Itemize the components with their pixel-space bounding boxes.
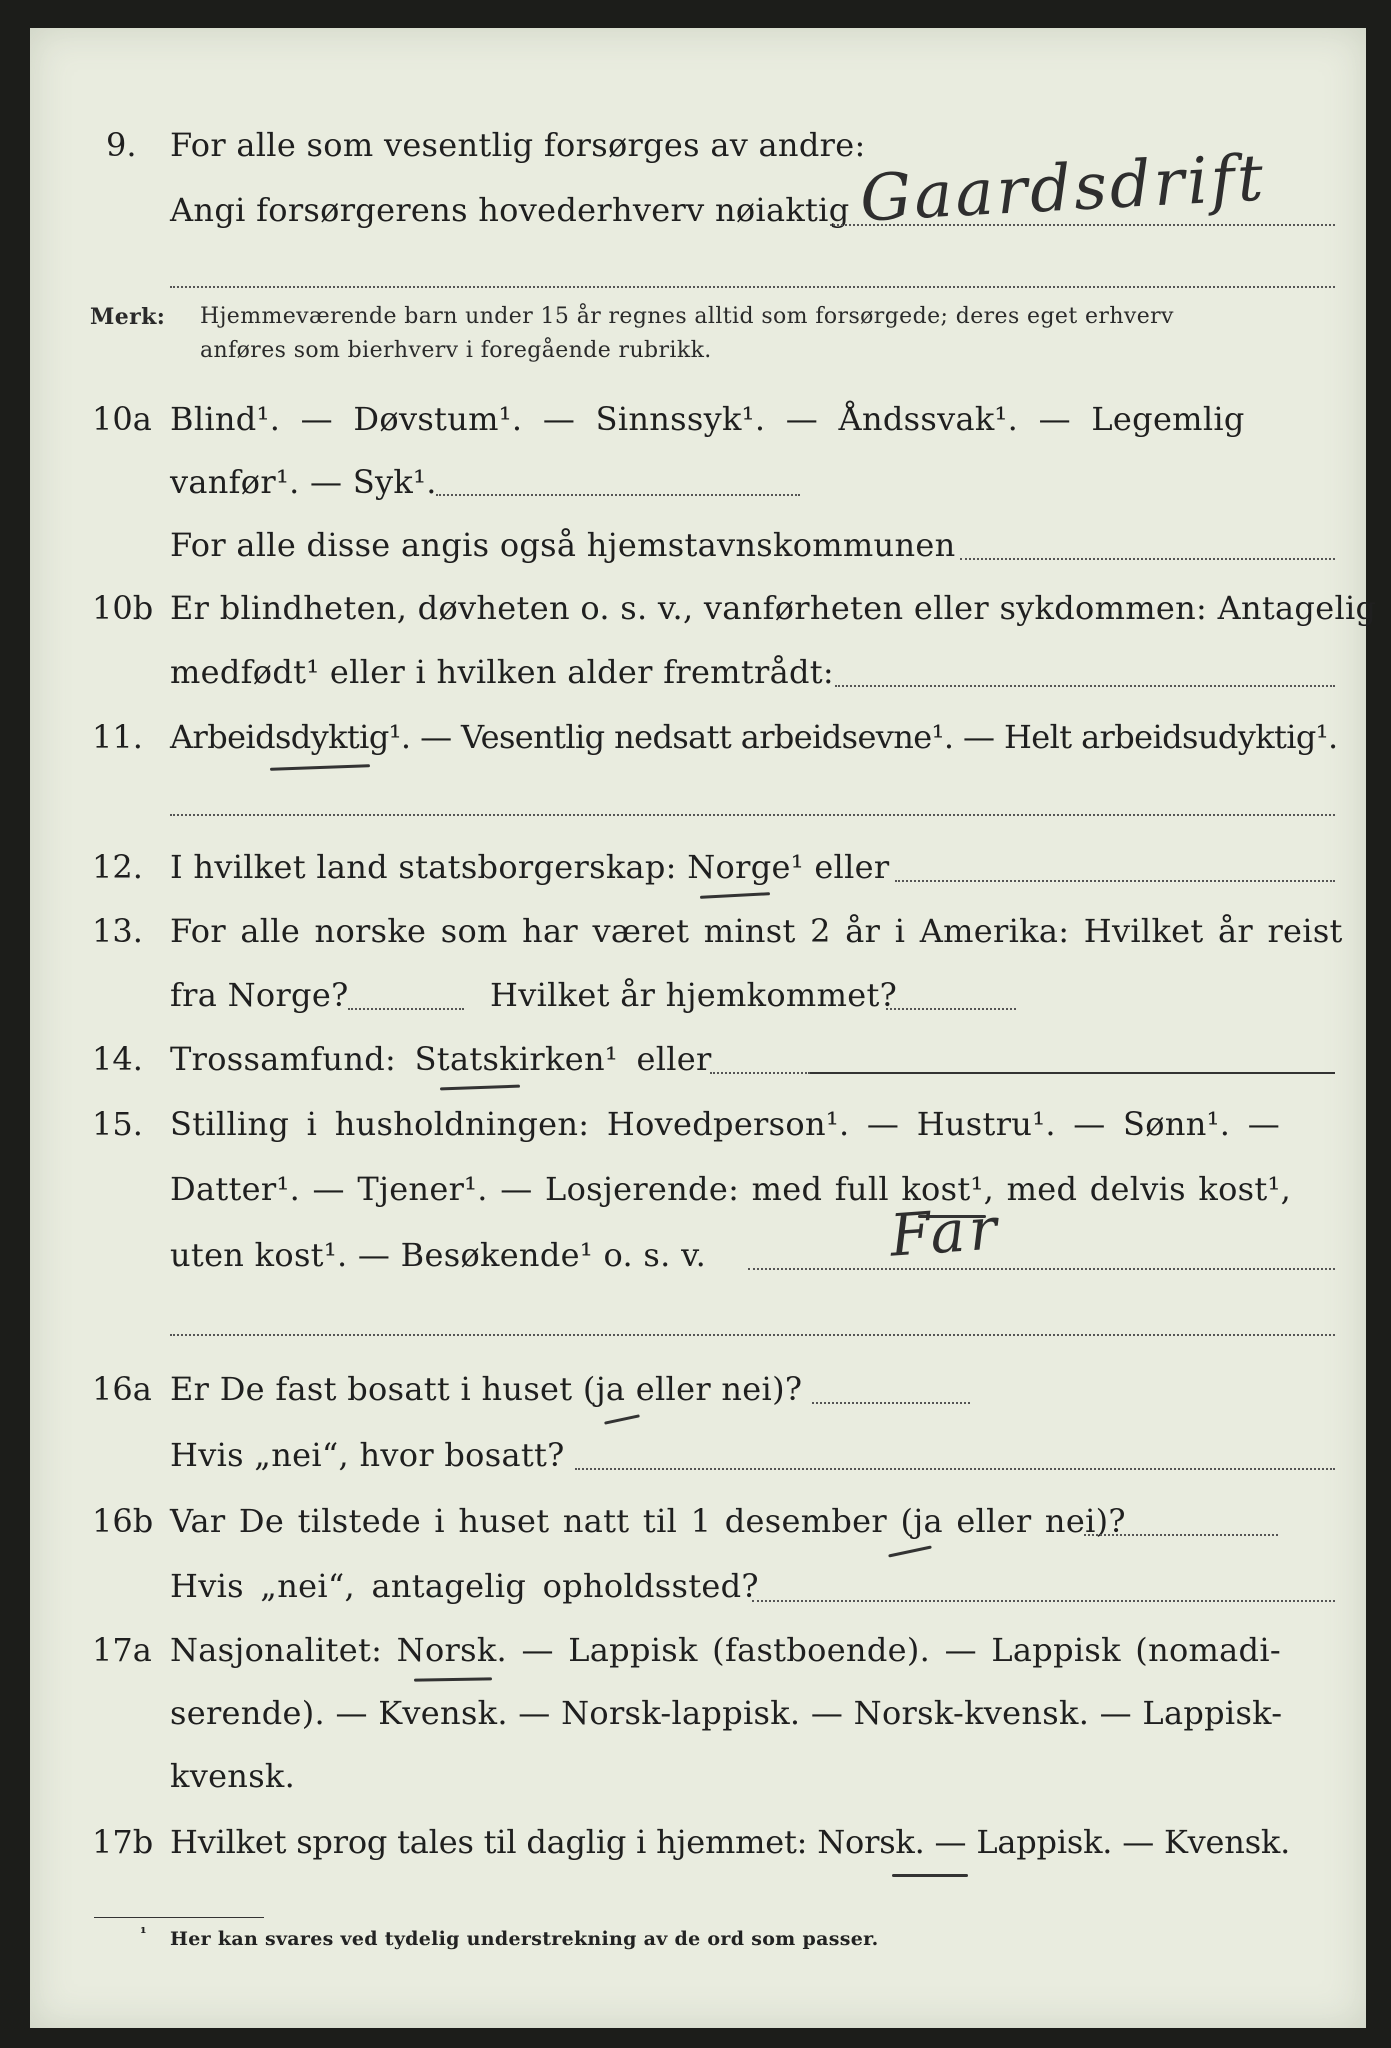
q16b-text-line1: Var De tilstede i huset natt til 1 desember (ja eller nei)? — [170, 1502, 1126, 1540]
q9-number: 9. — [106, 126, 137, 164]
q16b-text-line2: Hvis „nei“, antagelig opholdssted? — [170, 1567, 759, 1605]
q13-hjemkommet-line — [886, 1008, 1016, 1010]
q15-number: 15. — [92, 1105, 143, 1143]
q14-answer-line — [810, 1072, 1335, 1074]
q17b-number: 17b — [92, 1823, 154, 1861]
census-form-page — [30, 28, 1377, 2028]
q15-text-line3: uten kost¹. — Besøkende¹ o. s. v. — [170, 1236, 707, 1274]
q9-text-line1: For alle som vesentlig forsørges av andre: — [170, 126, 866, 164]
q17a-number: 17a — [92, 1631, 152, 1669]
q14-number: 14. — [92, 1040, 143, 1078]
q10b-text-line1: Er blindheten, døvheten o. s. v., vanførheten eller sykdommen: Antagelig — [170, 589, 1377, 627]
q16a-answer-line — [812, 1402, 970, 1404]
q16b-answer-line — [1084, 1534, 1278, 1536]
q16b-number: 16b — [92, 1502, 154, 1540]
q17a-text-line1: Nasjonalitet: Norsk. — Lappisk (fastboende). — Lappisk (nomadi- — [170, 1631, 1281, 1669]
q9-extra-line — [170, 286, 1335, 288]
q13-number: 13. — [92, 912, 143, 950]
q13-text-line2a: fra Norge? — [170, 976, 349, 1014]
q16b-opholdssted-line — [752, 1600, 1335, 1602]
q17b-underline-norsk — [892, 1874, 968, 1877]
footnote-rule — [94, 1917, 264, 1918]
q15-extra-line — [170, 1334, 1335, 1336]
q10a-syk-line — [436, 494, 800, 496]
q14-answer-dots — [710, 1072, 810, 1074]
q10b-answer-line — [835, 685, 1335, 687]
q10a-hjemstavn-line — [960, 558, 1335, 560]
q14-text-line1: Trossamfund: Statskirken¹ eller — [170, 1040, 712, 1078]
q16b-underline-ja — [888, 1545, 932, 1557]
q16a-text-line2: Hvis „nei“, hvor bosatt? — [170, 1436, 565, 1474]
q13-text-line1: For alle norske som har været minst 2 år i Amerika: Hvilket år reist — [170, 912, 1343, 950]
q9-text-line2: Angi forsørgerens hovederhverv nøiaktig — [170, 191, 850, 229]
q15-text-line2: Datter¹. — Tjener¹. — Losjerende: med full kost¹, med delvis kost¹, — [170, 1170, 1292, 1208]
q10a-text-line1: Blind¹. — Døvstum¹. — Sinnssyk¹. — Åndssvak¹. — Legemlig — [170, 400, 1245, 438]
q11-answer-line — [170, 814, 1335, 816]
q10a-text-line2: vanfør¹. — Syk¹. — [170, 463, 437, 501]
q9-handwritten-answer: Gaardsdrift — [858, 141, 1268, 237]
q12-number: 12. — [92, 848, 143, 886]
q16a-number: 16a — [92, 1370, 152, 1408]
q13-reist-line — [348, 1008, 464, 1010]
merk-text-line2: anføres som bierhverv i foregående rubrikk. — [200, 338, 712, 363]
q15-answer-line — [748, 1268, 1335, 1270]
q15-text-line1: Stilling i husholdningen: Hovedperson¹. — Hustru¹. — Sønn¹. — — [170, 1105, 1281, 1143]
q10a-number: 10a — [92, 400, 152, 438]
q10b-text-line2: medfødt¹ eller i hvilken alder fremtrådt: — [170, 653, 834, 691]
q12-text-line1: I hvilket land statsborgerskap: Norge¹ eller — [170, 848, 890, 886]
q17a-text-line3: kvensk. — [170, 1757, 296, 1795]
q11-underline-arbeidsdyktig — [270, 764, 370, 770]
q16a-text-line1: Er De fast bosatt i huset (ja eller nei)? — [170, 1370, 803, 1408]
q16a-underline-ja — [604, 1414, 640, 1424]
q13-text-line2b: Hvilket år hjemkommet? — [490, 976, 898, 1014]
q12-underline-norge — [700, 892, 770, 899]
footnote-mark: ¹ — [140, 1924, 147, 1942]
merk-label: Merk: — [90, 304, 166, 330]
q16a-bosatt-line — [575, 1468, 1335, 1470]
q10a-text-line3: For alle disse angis også hjemstavnskommunen — [170, 526, 956, 564]
merk-text-line1: Hjemmeværende barn under 15 år regnes alltid som forsørgede; deres eget erhverv — [200, 304, 1174, 329]
q11-text-line1: Arbeidsdyktig¹. — Vesentlig nedsatt arbeidsevne¹. — Helt arbeidsudyktig¹. — [170, 718, 1338, 756]
q12-answer-line — [895, 880, 1335, 882]
q17b-text-line1: Hvilket sprog tales til daglig i hjemmet: Norsk. — Lappisk. — Kvensk. — [170, 1823, 1291, 1861]
q17a-text-line2: serende). — Kvensk. — Norsk-lappisk. — Norsk-kvensk. — Lappisk- — [170, 1694, 1283, 1732]
q10b-number: 10b — [92, 589, 154, 627]
footnote-text: Her kan svares ved tydelig understrekning av de ord som passer. — [170, 1928, 879, 1950]
q15-handwritten-answer: Far — [887, 1194, 1003, 1270]
q11-number: 11. — [92, 718, 143, 756]
q14-underline-statskirken — [440, 1085, 520, 1091]
q17a-underline-norsk — [414, 1677, 492, 1681]
